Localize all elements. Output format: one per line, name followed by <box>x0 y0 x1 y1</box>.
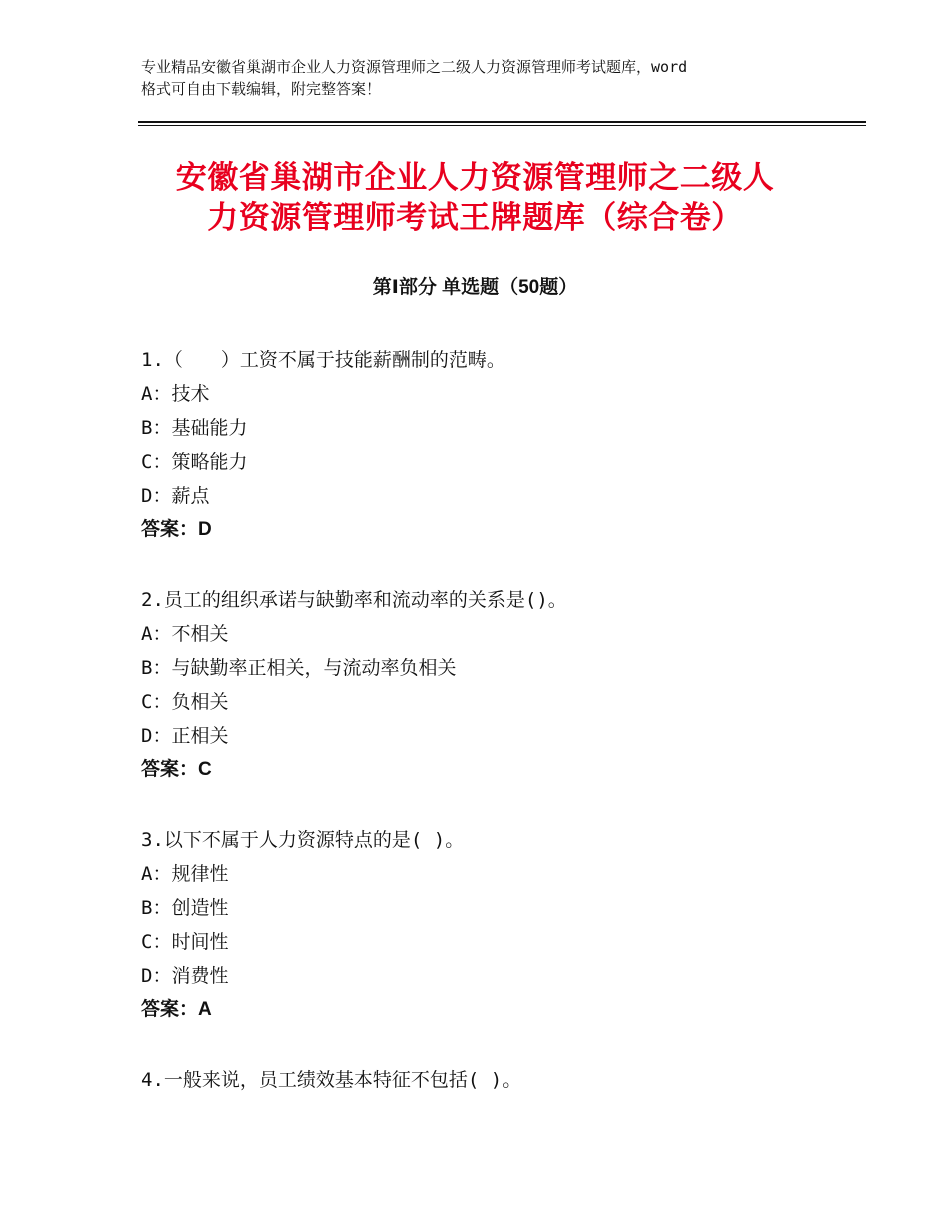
option-a: A：技术 <box>141 383 210 405</box>
option-b: B：基础能力 <box>141 417 248 439</box>
option-d: D：薪点 <box>141 485 210 507</box>
header-note-line-2: 格式可自由下载编辑，附完整答案！ <box>141 80 382 98</box>
header-divider-thick <box>138 121 866 123</box>
document-title <box>100 158 850 238</box>
answer: 答案：C <box>141 759 212 780</box>
header-note-line-1: 专业精品安徽省巢湖市企业人力资源管理师之二级人力资源管理师考试题库，word <box>141 58 688 76</box>
question-text: 4.一般来说，员工绩效基本特征不包括( )。 <box>141 1069 522 1091</box>
document-title-line-1: 安徽省巢湖市企业人力资源管理师之二级人 <box>175 160 775 195</box>
option-d: D：消费性 <box>141 965 229 987</box>
option-a: A：不相关 <box>141 623 229 645</box>
answer: 答案：D <box>141 519 212 540</box>
question-3 <box>141 823 861 1027</box>
question-2 <box>141 583 861 787</box>
document-title-line-2: 力资源管理师考试王牌题库（综合卷） <box>207 200 743 235</box>
question-text: 1.（ ）工资不属于技能薪酬制的范畴。 <box>141 349 506 371</box>
question-text: 2.员工的组织承诺与缺勤率和流动率的关系是()。 <box>141 589 567 611</box>
section-heading: 第Ⅰ部分 单选题（50题） <box>372 277 578 298</box>
question-4 <box>141 1063 861 1097</box>
option-d: D：正相关 <box>141 725 229 747</box>
question-text: 3.以下不属于人力资源特点的是( )。 <box>141 829 465 851</box>
question-list <box>141 343 861 1133</box>
option-c: C：时间性 <box>141 931 229 953</box>
option-b: B：创造性 <box>141 897 229 919</box>
option-a: A：规律性 <box>141 863 229 885</box>
header-note <box>141 56 831 100</box>
option-b: B：与缺勤率正相关，与流动率负相关 <box>141 657 457 679</box>
header-divider-thin <box>138 125 866 126</box>
option-c: C：负相关 <box>141 691 229 713</box>
question-1 <box>141 343 861 547</box>
option-c: C：策略能力 <box>141 451 248 473</box>
answer: 答案：A <box>141 999 212 1020</box>
